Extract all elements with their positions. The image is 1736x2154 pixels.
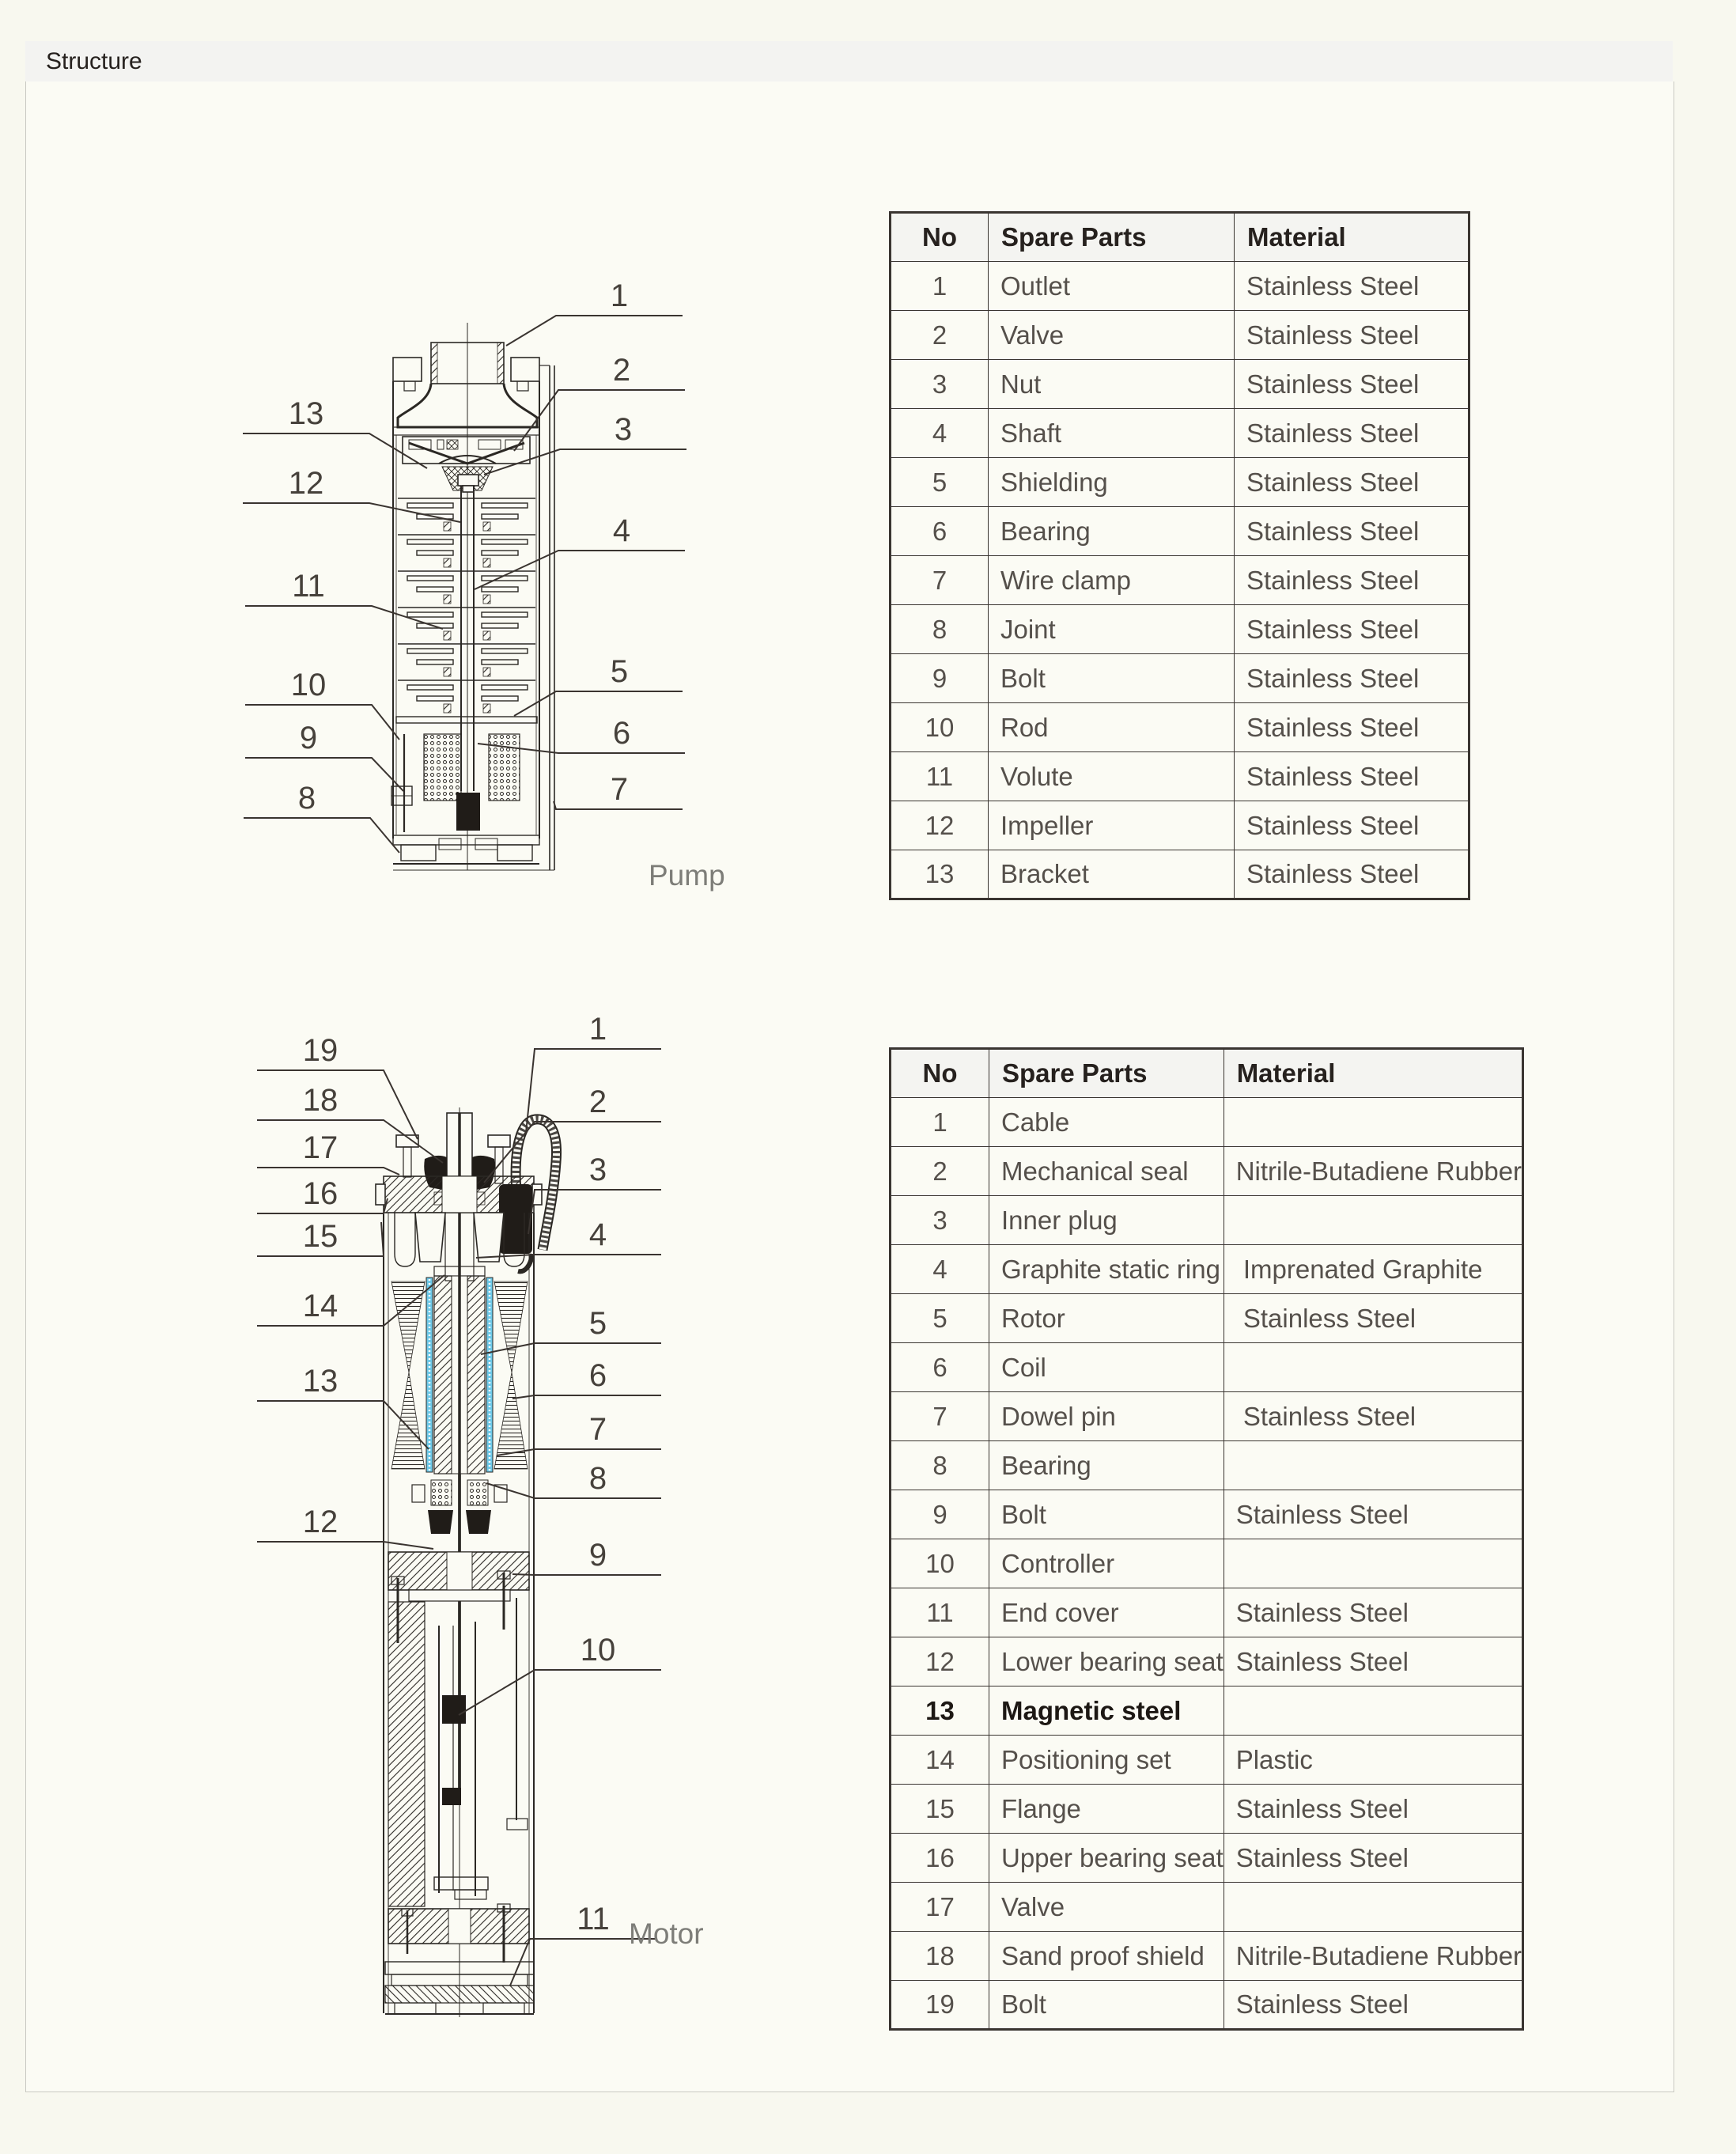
motor-pocket-left [395,1213,415,1266]
part-cell: Bearing [989,1441,1224,1490]
no-cell: 14 [891,1736,989,1785]
motor-callout-number: 2 [588,1085,607,1119]
material-cell: Stainless Steel [1235,311,1469,360]
pump-diagram [360,316,621,882]
table-row [891,1245,1523,1294]
part-cell: Upper bearing seat [989,1834,1224,1883]
no-cell: 1 [891,262,989,311]
part-cell: Bolt [989,1981,1224,2030]
pump-shielding-band [396,717,537,723]
table-row [891,1834,1523,1883]
no-cell: 15 [891,1785,989,1834]
material-cell: Stainless Steel [1235,262,1469,311]
table-row [891,1686,1523,1736]
part-cell: Dowel pin [989,1392,1224,1441]
table-row [891,262,1469,311]
motor-drawing-group [376,1107,557,2017]
part-cell: Bracket [989,850,1235,899]
pump-callout-number: 12 [288,466,324,501]
table-row [891,409,1469,458]
motor-flange-lip-right [532,1184,542,1205]
no-cell: 11 [891,752,989,801]
motor-bearing-left [431,1480,452,1505]
no-cell: 2 [891,1147,989,1196]
no-cell: 9 [891,1490,989,1539]
table-row [891,1098,1523,1147]
table-row [891,1343,1523,1392]
pump-callout-number: 4 [612,513,631,548]
motor-parts-table [889,1047,1524,2031]
table-row [891,1294,1523,1343]
column-header: Spare Parts [989,213,1235,262]
material-cell [1224,1883,1522,1932]
no-cell: 8 [891,1441,989,1490]
table-row [891,850,1469,899]
material-cell: Stainless Steel [1235,850,1469,899]
motor-callout-number: 8 [588,1461,607,1496]
table-row [891,458,1469,507]
motor-lower-wall [388,1602,425,1906]
motor-coil-left-bottom [391,1372,425,1469]
motor-callout-number: 6 [588,1358,607,1393]
no-cell: 2 [891,311,989,360]
material-cell: Nitrile-Butadiene Rubber [1224,1147,1522,1196]
section-header-bar [25,41,1673,81]
part-cell: End cover [989,1588,1224,1637]
motor-flange-lip-left [376,1184,385,1205]
pump-callout-number: 10 [290,668,327,702]
part-cell: Valve [989,311,1235,360]
material-cell: Stainless Steel [1235,409,1469,458]
material-cell: Stainless Steel [1224,1981,1522,2030]
no-cell: 13 [891,1686,989,1736]
material-cell: Stainless Steel [1224,1834,1522,1883]
part-cell: Impeller [989,801,1235,850]
motor-callout-number: 16 [302,1176,339,1211]
part-cell: Wire clamp [989,556,1235,605]
material-cell: Plastic [1224,1736,1522,1785]
no-cell: 7 [891,1392,989,1441]
motor-callout-number: 10 [580,1633,616,1668]
column-header: No [891,213,989,262]
material-cell [1224,1343,1522,1392]
motor-callout-number: 5 [588,1306,607,1341]
pump-base-plate [393,835,539,845]
motor-callout-number: 15 [302,1219,339,1254]
motor-diagram [336,1001,581,2021]
pump-callout-number: 8 [297,781,316,816]
material-cell [1224,1539,1522,1588]
part-cell: Bearing [989,507,1235,556]
part-cell: Volute [989,752,1235,801]
motor-callout-number: 14 [302,1289,339,1323]
motor-callout-number: 19 [302,1033,339,1068]
material-cell: Stainless Steel [1235,654,1469,703]
pump-drawing-group [391,323,554,870]
pump-caption: Pump [649,859,725,892]
material-cell: Stainless Steel [1235,360,1469,409]
table-row [891,1736,1523,1785]
material-cell: Stainless Steel [1235,801,1469,850]
material-cell [1224,1441,1522,1490]
table-row [891,605,1469,654]
no-cell: 1 [891,1098,989,1147]
material-cell: Stainless Steel [1235,507,1469,556]
pump-parts-table [889,211,1470,900]
no-cell: 10 [891,1539,989,1588]
part-cell: Inner plug [989,1196,1224,1245]
no-cell: 6 [891,507,989,556]
part-cell: Joint [989,605,1235,654]
motor-caption: Motor [629,1917,704,1950]
part-cell: Controller [989,1539,1224,1588]
no-cell: 9 [891,654,989,703]
material-cell: Stainless Steel [1224,1785,1522,1834]
motor-callout-number: 4 [588,1217,607,1252]
pump-callout-number: 3 [614,412,633,447]
motor-dowel-right [494,1485,507,1502]
motor-callout-number: 12 [302,1505,339,1539]
part-cell: Rotor [989,1294,1224,1343]
table-row [891,1785,1523,1834]
motor-callout-number: 9 [588,1538,607,1573]
no-cell: 5 [891,458,989,507]
table-row [891,1392,1523,1441]
no-cell: 6 [891,1343,989,1392]
pump-ear-right [511,358,539,381]
no-cell: 12 [891,1637,989,1686]
part-cell: Bolt [989,654,1235,703]
pump-nut [458,475,478,486]
table-row [891,1539,1523,1588]
part-cell: Lower bearing seat [989,1637,1224,1686]
material-cell: Stainless Steel [1235,703,1469,752]
no-cell: 4 [891,1245,989,1294]
page-title: Structure [46,48,142,74]
pump-bearing-left [424,734,461,801]
no-cell: 5 [891,1294,989,1343]
no-cell: 3 [891,360,989,409]
pump-callout-number: 7 [610,772,629,807]
pump-callout-number: 2 [612,353,631,388]
pump-bearing-right [489,734,520,801]
material-cell [1224,1196,1522,1245]
part-cell: Sand proof shield [989,1932,1224,1981]
column-header: No [891,1049,989,1098]
part-cell: Magnetic steel [989,1686,1224,1736]
pump-callout-number: 11 [292,569,325,604]
material-cell: Stainless Steel [1224,1294,1522,1343]
table-row [891,1932,1523,1981]
motor-callout-number: 17 [302,1130,339,1165]
column-header: Material [1235,213,1469,262]
pump-callout-number: 13 [288,396,324,431]
table-row [891,507,1469,556]
motor-bolt-left [396,1135,418,1147]
table-row [891,311,1469,360]
table-header-row [891,213,1469,262]
part-cell: Shaft [989,409,1235,458]
no-cell: 11 [891,1588,989,1637]
motor-dowel-left [412,1485,425,1502]
part-cell: Flange [989,1785,1224,1834]
pump-hub-block [456,793,480,831]
material-cell: Imprenated Graphite [1224,1245,1522,1294]
no-cell: 18 [891,1932,989,1981]
no-cell: 7 [891,556,989,605]
column-header: Material [1224,1049,1522,1098]
table-row [891,1441,1523,1490]
material-cell: Stainless Steel [1224,1588,1522,1637]
material-cell: Stainless Steel [1224,1392,1522,1441]
no-cell: 10 [891,703,989,752]
motor-rotor-left [434,1276,452,1474]
motor-callout-number: 1 [588,1012,607,1047]
motor-callout-number: 11 [577,1902,610,1936]
table-row [891,703,1469,752]
motor-controller-block [442,1695,466,1724]
no-cell: 12 [891,801,989,850]
part-cell: Coil [989,1343,1224,1392]
motor-bearing-right [467,1480,488,1505]
motor-cable-tail [518,1254,532,1271]
part-cell: Mechanical seal [989,1147,1224,1196]
pump-valve [409,443,524,464]
part-cell: Outlet [989,262,1235,311]
material-cell [1224,1686,1522,1736]
no-cell: 13 [891,850,989,899]
material-cell: Stainless Steel [1224,1637,1522,1686]
material-cell: Stainless Steel [1235,556,1469,605]
table-row [891,1981,1523,2030]
part-cell: Bolt [989,1490,1224,1539]
pump-valve-frame [403,437,530,464]
pump-callout-number: 6 [612,716,631,751]
material-cell: Nitrile-Butadiene Rubber [1224,1932,1522,1981]
motor-rotor-right [467,1276,485,1474]
part-cell: Nut [989,360,1235,409]
no-cell: 17 [891,1883,989,1932]
material-cell: Stainless Steel [1235,752,1469,801]
motor-coil-right-bottom [494,1372,528,1469]
material-cell: Stainless Steel [1235,458,1469,507]
motor-coil-left-top [391,1281,425,1372]
part-cell: Rod [989,703,1235,752]
table-row [891,752,1469,801]
column-header: Spare Parts [989,1049,1224,1098]
table-row [891,654,1469,703]
part-cell: Valve [989,1883,1224,1932]
no-cell: 4 [891,409,989,458]
material-cell [1224,1098,1522,1147]
pump-callout-number: 5 [610,654,629,689]
pump-callout-number: 1 [610,278,629,313]
table-row [891,1196,1523,1245]
motor-bolt-right [488,1135,510,1147]
no-cell: 3 [891,1196,989,1245]
table-row [891,1637,1523,1686]
motor-callout-number: 18 [302,1083,339,1118]
part-cell: Graphite static ring [989,1245,1224,1294]
material-cell: Stainless Steel [1235,605,1469,654]
table-row [891,360,1469,409]
part-cell: Cable [989,1098,1224,1147]
no-cell: 16 [891,1834,989,1883]
motor-callout-number: 7 [588,1412,607,1447]
pump-ear-left [393,358,422,381]
motor-callout-number: 3 [588,1153,607,1187]
table-header-row [891,1049,1523,1098]
motor-coil-right-top [494,1281,528,1372]
material-cell: Stainless Steel [1224,1490,1522,1539]
no-cell: 19 [891,1981,989,2030]
part-cell: Shielding [989,458,1235,507]
part-cell: Positioning set [989,1736,1224,1785]
pump-callout-number: 9 [299,721,318,755]
no-cell: 8 [891,605,989,654]
table-row [891,1490,1523,1539]
table-row [891,556,1469,605]
table-row [891,1588,1523,1637]
table-row [891,1147,1523,1196]
table-row [891,801,1469,850]
motor-callout-number: 13 [302,1364,339,1399]
table-row [891,1883,1523,1932]
